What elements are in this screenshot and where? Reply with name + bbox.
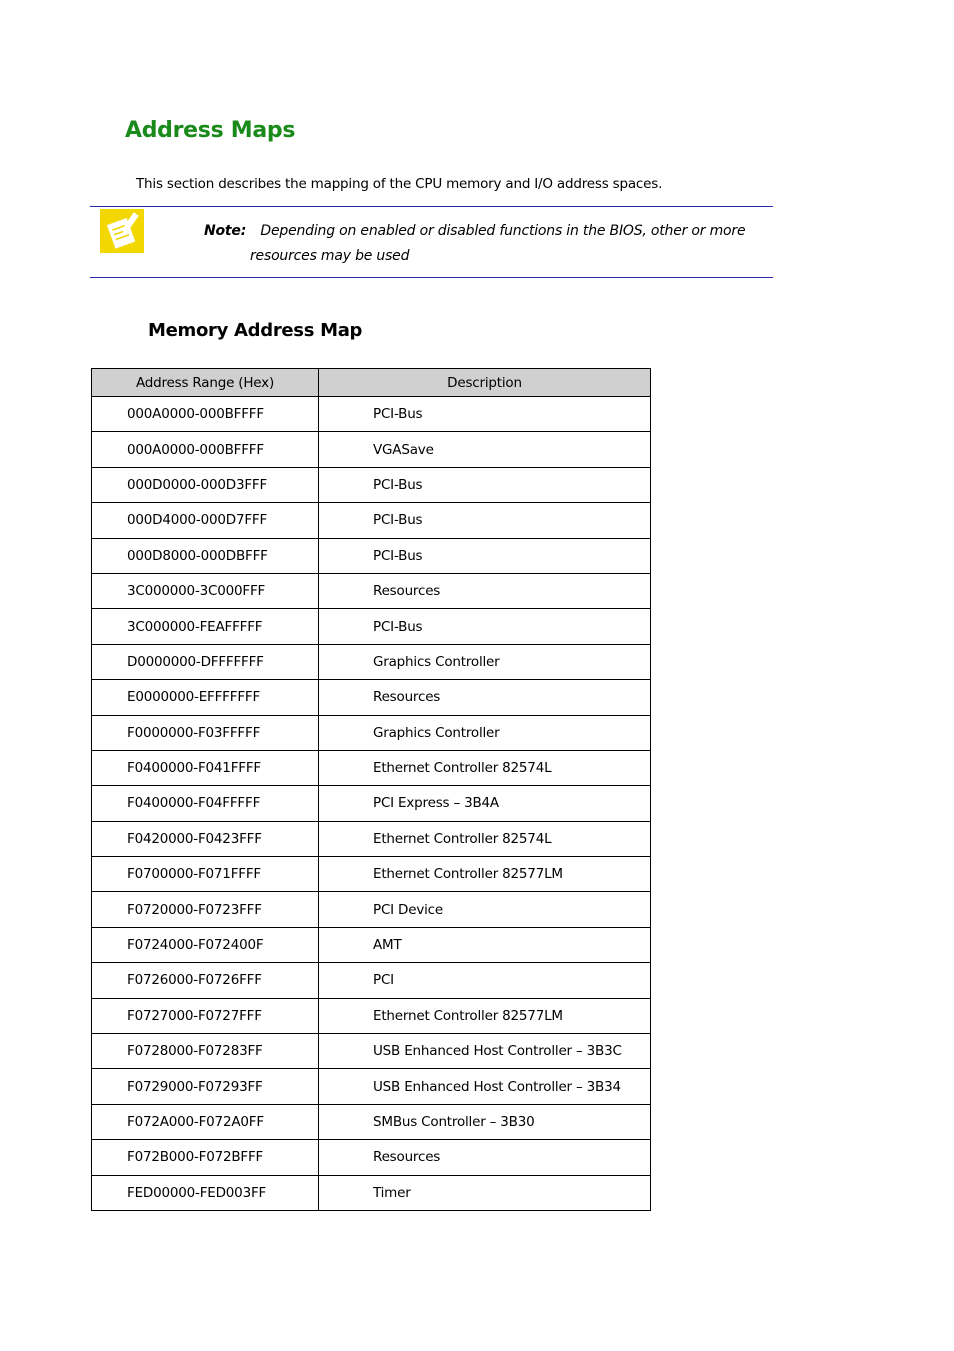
table-row: [92, 397, 651, 432]
address-range-cell: D0000000-DFFFFFFF: [92, 644, 319, 679]
address-range-cell: F0729000-F07293FF: [92, 1069, 319, 1104]
note-pencil-icon: [100, 209, 144, 253]
column-header-description: Description: [319, 369, 651, 397]
note-label: Note:: [204, 223, 247, 239]
description-cell: PCI-Bus: [319, 397, 651, 432]
address-range-cell: FED00000-FED003FF: [92, 1175, 319, 1210]
address-range-cell: 3C000000-3C000FFF: [92, 573, 319, 608]
description-cell: Timer: [319, 1175, 651, 1210]
memory-address-table: [91, 368, 651, 1211]
table-row: [92, 1034, 651, 1069]
description-cell: Ethernet Controller 82577LM: [319, 857, 651, 892]
description-cell: Ethernet Controller 82574L: [319, 750, 651, 785]
description-cell: SMBus Controller – 3B30: [319, 1104, 651, 1139]
note-text: [204, 219, 764, 269]
description-cell: USB Enhanced Host Controller – 3B3C: [319, 1034, 651, 1069]
column-header-address-range: Address Range (Hex): [92, 369, 319, 397]
description-cell: PCI-Bus: [319, 503, 651, 538]
table-row: [92, 432, 651, 467]
table-row: [92, 609, 651, 644]
section-title: Memory Address Map: [148, 320, 363, 341]
address-range-cell: F0420000-F0423FFF: [92, 821, 319, 856]
table-row: [92, 1140, 651, 1175]
description-cell: Resources: [319, 573, 651, 608]
address-range-cell: F0726000-F0726FFF: [92, 963, 319, 998]
table-row: [92, 892, 651, 927]
address-range-cell: 000A0000-000BFFFF: [92, 432, 319, 467]
table-row: [92, 821, 651, 856]
address-range-cell: F0700000-F071FFFF: [92, 857, 319, 892]
table-row: [92, 927, 651, 962]
table-row: [92, 857, 651, 892]
table-header-row: [92, 369, 651, 397]
description-cell: PCI-Bus: [319, 467, 651, 502]
table-row: [92, 1175, 651, 1210]
table-row: [92, 750, 651, 785]
table-row: [92, 680, 651, 715]
address-range-cell: 000D4000-000D7FFF: [92, 503, 319, 538]
address-range-cell: F0400000-F04FFFFF: [92, 786, 319, 821]
table-row: [92, 715, 651, 750]
description-cell: PCI-Bus: [319, 609, 651, 644]
description-cell: Ethernet Controller 82574L: [319, 821, 651, 856]
address-range-cell: F072A000-F072A0FF: [92, 1104, 319, 1139]
page-title: Address Maps: [125, 118, 296, 143]
description-cell: PCI-Bus: [319, 538, 651, 573]
address-range-cell: 000D0000-000D3FFF: [92, 467, 319, 502]
table-row: [92, 644, 651, 679]
address-range-cell: 000A0000-000BFFFF: [92, 397, 319, 432]
table-row: [92, 1104, 651, 1139]
address-range-cell: F0728000-F07283FF: [92, 1034, 319, 1069]
address-range-cell: F0724000-F072400F: [92, 927, 319, 962]
description-cell: Ethernet Controller 82577LM: [319, 998, 651, 1033]
table-row: [92, 538, 651, 573]
table-row: [92, 963, 651, 998]
description-cell: Resources: [319, 1140, 651, 1175]
description-cell: Graphics Controller: [319, 644, 651, 679]
note-box: [90, 206, 773, 278]
table-row: [92, 1069, 651, 1104]
table-row: [92, 998, 651, 1033]
table-row: [92, 503, 651, 538]
description-cell: VGASave: [319, 432, 651, 467]
description-cell: Resources: [319, 680, 651, 715]
description-cell: USB Enhanced Host Controller – 3B34: [319, 1069, 651, 1104]
description-cell: PCI: [319, 963, 651, 998]
address-range-cell: E0000000-EFFFFFFF: [92, 680, 319, 715]
address-range-cell: F0000000-F03FFFFF: [92, 715, 319, 750]
intro-paragraph: This section describes the mapping of the CPU memory and I/O address spaces.: [136, 176, 663, 192]
table-row: [92, 467, 651, 502]
description-cell: PCI Express – 3B4A: [319, 786, 651, 821]
description-cell: Graphics Controller: [319, 715, 651, 750]
address-range-cell: F0727000-F0727FFF: [92, 998, 319, 1033]
table-row: [92, 786, 651, 821]
note-line-2: resources may be used: [250, 248, 410, 264]
address-range-cell: 000D8000-000DBFFF: [92, 538, 319, 573]
note-line-1: Depending on enabled or disabled functions in the BIOS, other or more: [260, 223, 746, 239]
table-row: [92, 573, 651, 608]
address-range-cell: F0400000-F041FFFF: [92, 750, 319, 785]
address-range-cell: 3C000000-FEAFFFFF: [92, 609, 319, 644]
description-cell: AMT: [319, 927, 651, 962]
address-range-cell: F072B000-F072BFFF: [92, 1140, 319, 1175]
description-cell: PCI Device: [319, 892, 651, 927]
address-range-cell: F0720000-F0723FFF: [92, 892, 319, 927]
